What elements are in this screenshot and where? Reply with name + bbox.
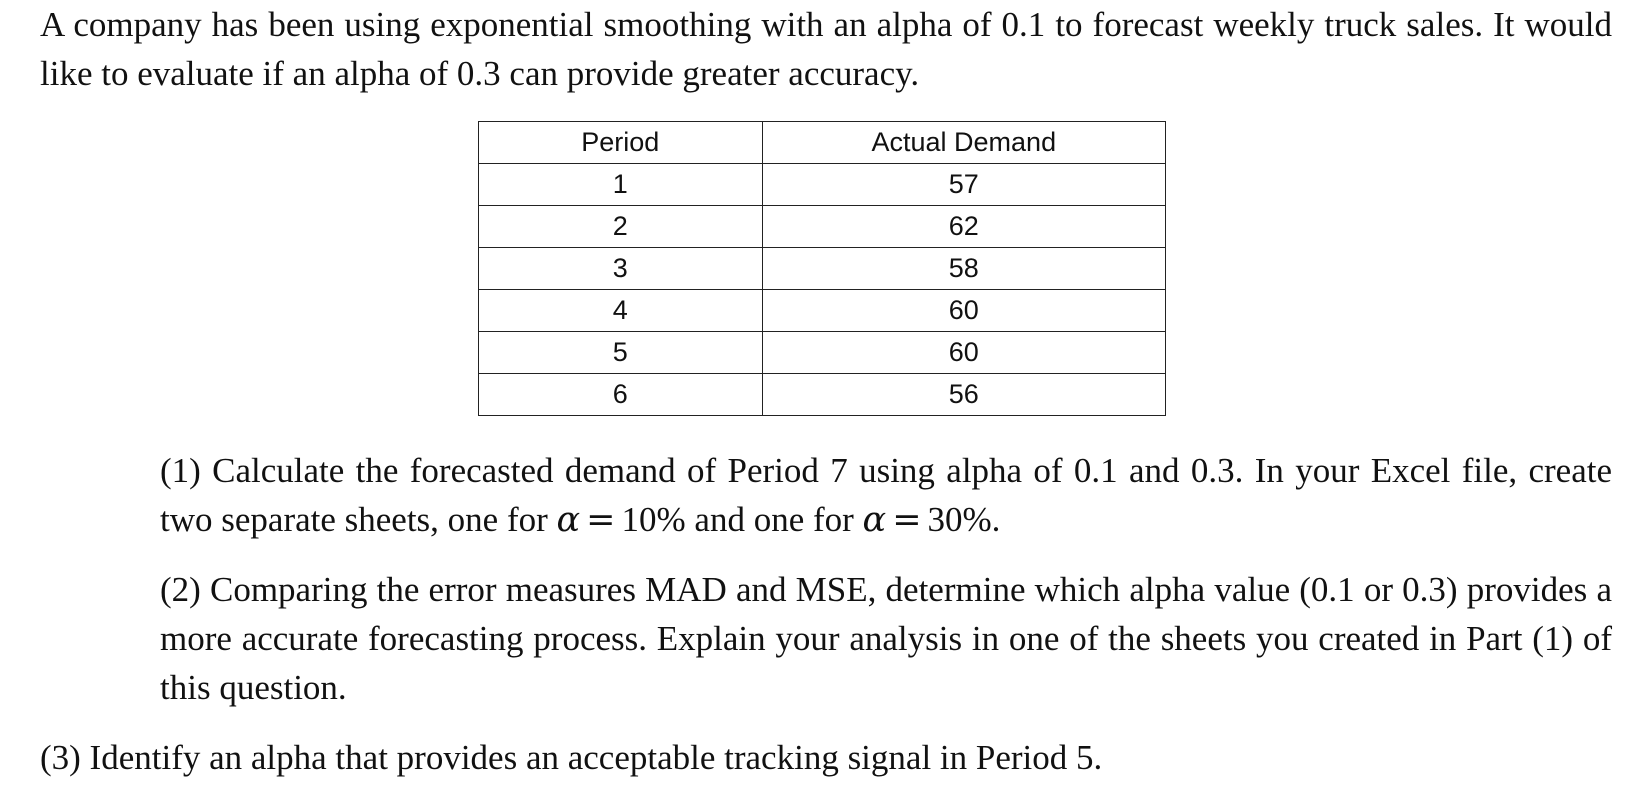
table-row [479, 332, 1166, 374]
demand-cell: 62 [762, 206, 1165, 248]
period-cell: 6 [479, 374, 763, 416]
alpha-value-10: 10% [621, 500, 686, 539]
period-cell: 1 [479, 164, 763, 206]
table-row [479, 206, 1166, 248]
table-row [479, 374, 1166, 416]
problem-intro: A company has been using exponential smoothing with an alpha of 0.1 to forecast weekly truck sales. It would like to evaluate if an alpha of 0.3 can provide greater accuracy. [40, 5, 1612, 93]
table-row [479, 164, 1166, 206]
demand-cell: 57 [762, 164, 1165, 206]
question-1-joiner: and one for [694, 500, 854, 539]
demand-cell: 58 [762, 248, 1165, 290]
question-2: (2) Comparing the error measures MAD and MSE, determine which alpha value (0.1 or 0.3) provides a more accurate forecasting process. Explain your analysis in one of the sheets you created in Part (1) of this question. [160, 570, 1612, 707]
period-cell: 3 [479, 248, 763, 290]
equals-sign: = [586, 500, 616, 540]
demand-cell: 60 [762, 332, 1165, 374]
question-3: (3) Identify an alpha that provides an acceptable tracking signal in Period 5. [40, 738, 1103, 777]
alpha-symbol: α [556, 500, 581, 540]
header-period: Period [479, 122, 763, 164]
table-row [479, 290, 1166, 332]
demand-cell: 56 [762, 374, 1165, 416]
question-1-text: (1) Calculate the forecasted demand of Period 7 using alpha of 0.1 and 0.3. In your Excel file, create two separate sheets, one for [160, 451, 1612, 539]
question-1 [160, 446, 1612, 545]
period-cell: 2 [479, 206, 763, 248]
equals-sign: = [892, 500, 922, 540]
table-header-row [479, 122, 1166, 164]
header-actual-demand: Actual Demand [762, 122, 1165, 164]
demand-cell: 60 [762, 290, 1165, 332]
alpha-value-30: 30%. [927, 500, 1001, 539]
period-cell: 5 [479, 332, 763, 374]
period-cell: 4 [479, 290, 763, 332]
alpha-symbol: α [862, 500, 887, 540]
demand-table [478, 121, 1166, 416]
table-row [479, 248, 1166, 290]
